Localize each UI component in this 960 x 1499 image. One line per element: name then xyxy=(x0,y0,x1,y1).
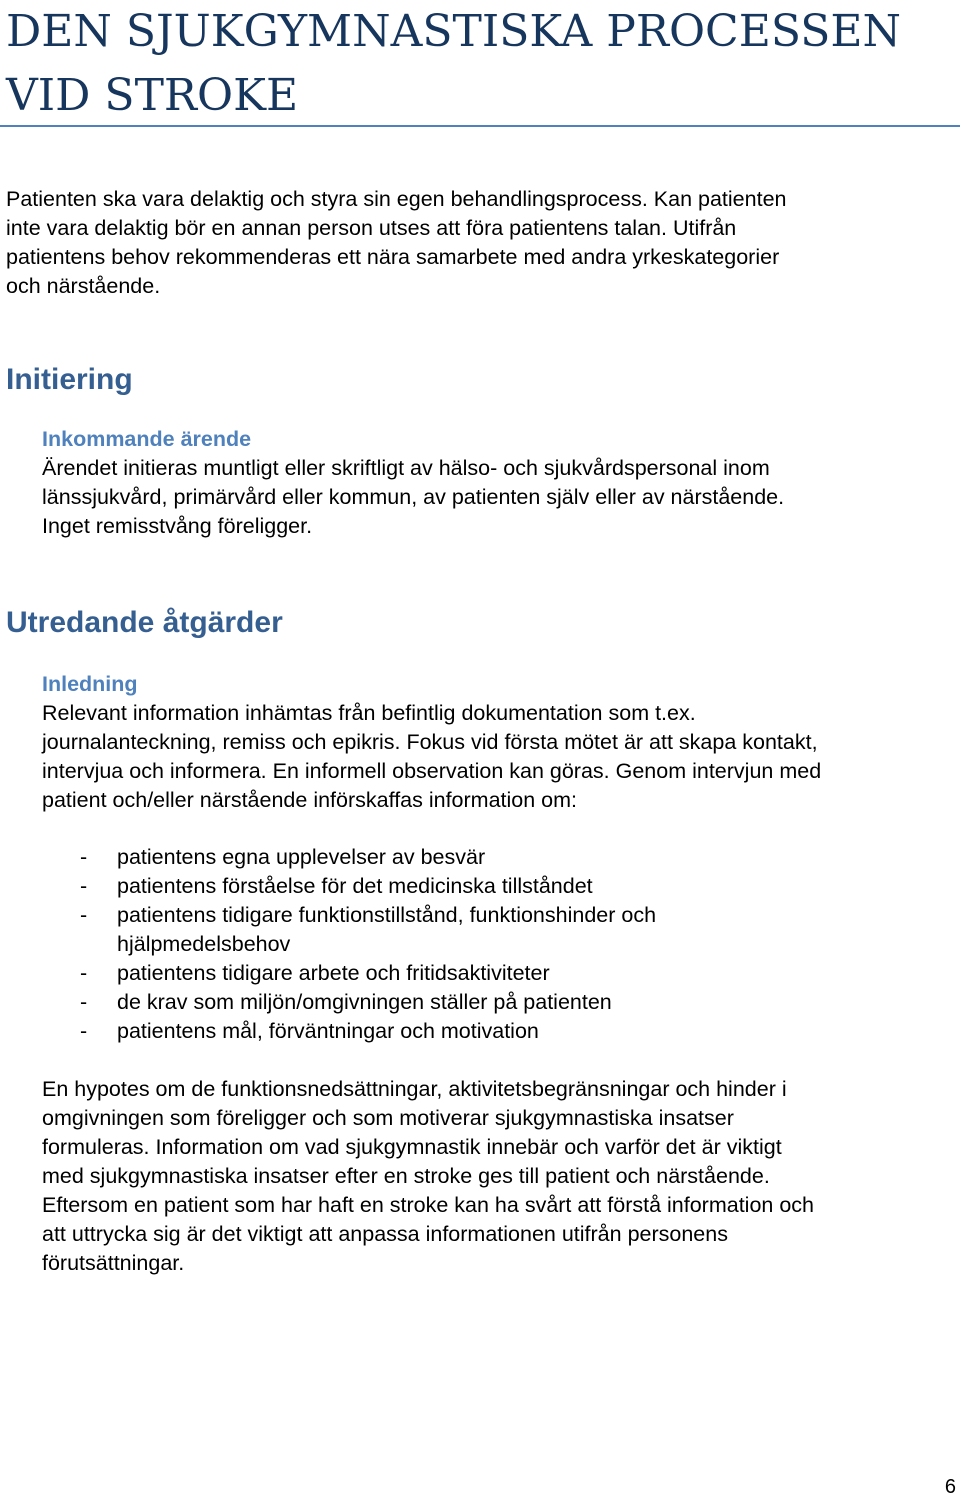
closing-line: formuleras. Information om vad sjukgymnastik innebär och varför det är viktigt xyxy=(42,1135,782,1159)
closing-line: omgivningen som föreligger och som motiverar sjukgymnastiska insatser xyxy=(42,1106,734,1130)
bullet-dash: - xyxy=(80,874,88,898)
bullet-item xyxy=(42,959,656,988)
bullet-item xyxy=(42,988,656,1017)
bullet-text: patientens egna upplevelser av besvär xyxy=(117,845,486,869)
inledning-line: Relevant information inhämtas från befintlig dokumentation som t.ex. xyxy=(42,701,696,725)
bullet-dash: - xyxy=(80,903,88,927)
closing-line: Eftersom en patient som har haft en stroke kan ha svårt att förstå information och xyxy=(42,1193,814,1217)
closing-line: förutsättningar. xyxy=(42,1251,185,1275)
closing-paragraph xyxy=(42,1075,814,1278)
subheading-inkommande-arende: Inkommande ärende xyxy=(42,427,252,451)
bullet-dash: - xyxy=(80,1019,88,1043)
closing-line: att uttrycka sig är det viktigt att anpassa informationen utifrån personens xyxy=(42,1222,728,1246)
closing-line: med sjukgymnastiska insatser efter en stroke ges till patient och närstående. xyxy=(42,1164,770,1188)
bullet-dash: - xyxy=(80,961,88,985)
inledning-line: journalanteckning, remiss och epikris. Fokus vid första mötet är att skapa kontakt, xyxy=(42,730,818,754)
bullet-text: de krav som miljön/omgivningen ställer på patienten xyxy=(117,990,612,1014)
page-number: 6 xyxy=(944,1476,956,1498)
bullet-item xyxy=(42,1017,656,1046)
heading-utredande-atgarder: Utredande åtgärder xyxy=(6,606,283,639)
inledning-line: patient och/eller närstående införskaffas information om: xyxy=(42,788,578,812)
bullet-item xyxy=(42,843,656,872)
title-divider xyxy=(0,125,960,127)
initiering-paragraph xyxy=(42,454,784,541)
bullet-text-continuation: hjälpmedelsbehov xyxy=(117,932,291,956)
intro-line: och närstående. xyxy=(6,274,161,298)
closing-line: En hypotes om de funktionsnedsättningar, aktivitetsbegränsningar och hinder i xyxy=(42,1077,787,1101)
bullet-dash: - xyxy=(80,845,88,869)
bullet-text: patientens förståelse för det medicinska tillståndet xyxy=(117,874,593,898)
intro-paragraph xyxy=(6,185,786,301)
initiering-line: länssjukvård, primärvård eller kommun, av patienten själv eller av närstående. xyxy=(42,485,785,509)
bullet-item xyxy=(42,901,656,959)
inledning-line: intervjua och informera. En informell observation kan göras. Genom intervjun med xyxy=(42,759,822,783)
initiering-line: Inget remisstvång föreligger. xyxy=(42,514,313,538)
intro-line: inte vara delaktig bör en annan person utses att föra patientens talan. Utifrån xyxy=(6,216,737,240)
bullet-text: patientens tidigare funktionstillstånd, funktionshinder och xyxy=(117,903,657,927)
subheading-inledning: Inledning xyxy=(42,672,138,696)
inledning-paragraph xyxy=(42,699,821,815)
document-title xyxy=(6,0,946,128)
document-title-line-2: VID STROKE xyxy=(6,70,299,121)
initiering-line: Ärendet initieras muntligt eller skriftligt av hälso- och sjukvårdspersonal inom xyxy=(42,456,770,480)
intro-line: Patienten ska vara delaktig och styra sin egen behandlingsprocess. Kan patienten xyxy=(6,187,787,211)
bullet-item xyxy=(42,872,656,901)
bullet-text: patientens mål, förväntningar och motivation xyxy=(117,1019,539,1043)
bullet-dash: - xyxy=(80,990,88,1014)
document-title-line-1: DEN SJUKGYMNASTISKA PROCESSEN xyxy=(6,6,901,57)
information-bullet-list xyxy=(42,843,656,1046)
heading-initiering: Initiering xyxy=(6,363,133,396)
intro-line: patientens behov rekommenderas ett nära samarbete med andra yrkeskategorier xyxy=(6,245,780,269)
bullet-text: patientens tidigare arbete och fritidsaktiviteter xyxy=(117,961,550,985)
